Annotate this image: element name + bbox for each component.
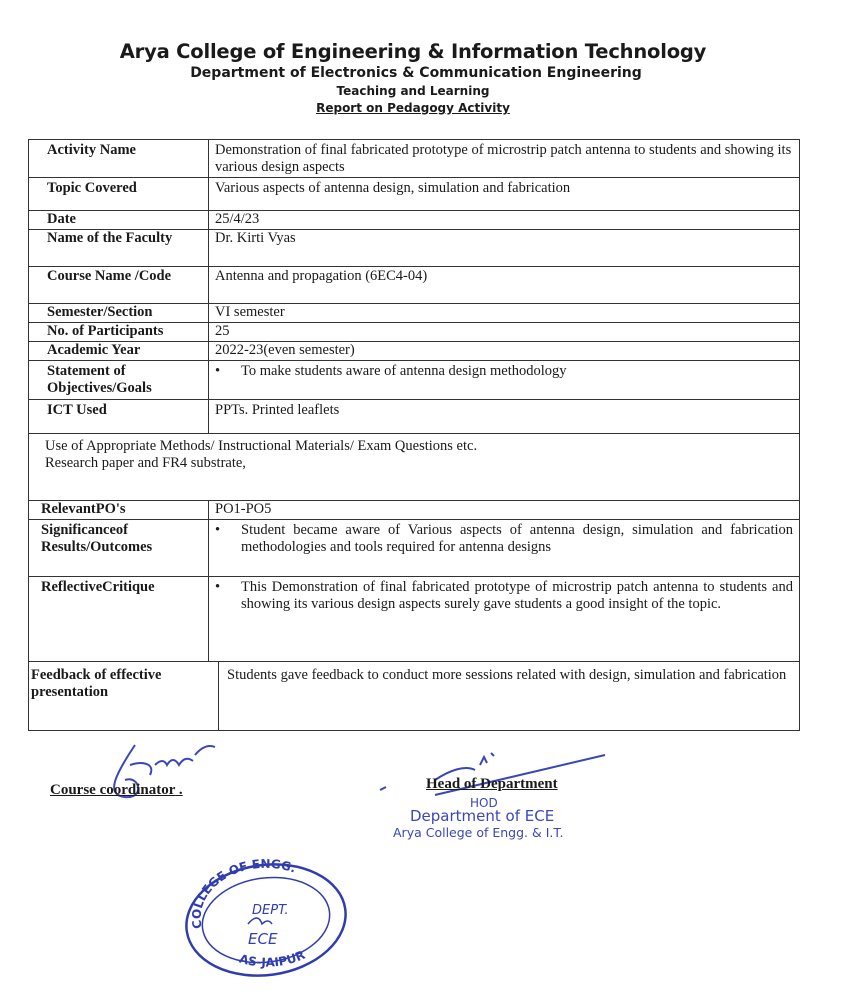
row-ict-used [29,400,799,434]
label-ict-used: ICT Used [29,400,209,433]
seal-top-text: COLLEGE OF ENGG. [189,858,298,930]
document-header [0,40,846,117]
department-name: Department of Electronics & Communication Engineering [190,65,642,81]
value-feedback: Students gave feedback to conduct more sessions related with design, simulation and fabrication [227,667,787,683]
value-date: 25/4/23 [215,211,260,227]
value-critique [209,577,799,661]
row-semester [29,304,799,323]
critique-text: This Demonstration of final fabricated prototype of microstrip patch antenna to students and showing its various design aspects surely gave students a good insight of the topic. [241,579,793,612]
seal-center-line2: ECE [248,930,278,948]
hod-stamp-line1: HOD [470,796,498,810]
row-critique [29,577,799,662]
row-objectives [29,361,799,400]
value-significance [209,520,799,576]
row-faculty [29,230,799,267]
svg-text:COLLEGE OF ENGG. [189,858,297,930]
svg-text:AS-JAIPUR [238,948,307,970]
row-significance [29,520,799,577]
bullet-icon: • [215,579,221,595]
bullet-icon: • [215,522,221,538]
row-topic-covered [29,178,799,211]
row-date [29,211,799,230]
label-academic-year: Academic Year [29,342,209,360]
department-seal-icon [180,858,350,978]
bullet-icon: • [215,363,221,379]
value-participants: 25 [215,323,230,339]
activity-report-table [28,139,800,731]
label-feedback: Feedback of effective presentation [29,662,219,730]
label-faculty: Name of the Faculty [29,230,209,266]
label-relevant-pos: RelevantPO's [29,501,209,519]
value-relevant-pos: PO1-PO5 [215,501,272,517]
seal-bottom-text: AS-JAIPUR [237,947,308,970]
hod-stamp-line2: Department of ECE [410,807,555,825]
course-coordinator-suffix: . [175,782,183,798]
hod-stamp-line3: Arya College of Engg. & I.T. [393,825,564,840]
course-coordinator-label [50,782,183,799]
label-semester: Semester/Section [29,304,209,322]
label-date: Date [29,211,209,229]
row-course [29,267,799,304]
row-methods [29,434,799,501]
value-course: Antenna and propagation (6EC4-04) [215,268,428,284]
row-feedback [29,662,799,730]
row-activity-name [29,140,799,178]
label-methods: Use of Appropriate Methods/ Instructional Materials/ Exam Questions etc. [45,438,478,454]
label-critique: ReflectiveCritique [29,577,209,661]
report-title: Report on Pedagogy Activity [316,101,510,115]
value-objectives [209,361,799,399]
value-ict-used: PPTs. Printed leaflets [215,402,340,418]
label-participants: No. of Participants [29,323,209,341]
value-academic-year: 2022-23(even semester) [215,342,355,358]
seal-center-line1: DEPT. [252,903,289,918]
value-topic-covered: Various aspects of antenna design, simulation and fabrication [215,180,571,196]
section-name: Teaching and Learning [336,84,490,98]
label-topic-covered: Topic Covered [29,178,209,210]
label-significance: Significanceof Results/Outcomes [29,520,209,576]
label-activity-name: Activity Name [29,140,209,177]
label-course: Course Name /Code [29,267,209,303]
label-objectives: Statement of Objectives/Goals [29,361,209,399]
value-faculty: Dr. Kirti Vyas [215,230,296,246]
course-coordinator-text: Course coordinator [50,782,176,798]
row-participants [29,323,799,342]
value-activity-name: Demonstration of final fabricated prototype of microstrip patch antenna to students and showing its various design aspects [215,142,792,175]
row-academic-year [29,342,799,361]
objectives-text: To make students aware of antenna design methodology [241,363,567,379]
value-semester: VI semester [215,304,285,320]
methods-cell [29,434,799,500]
head-of-department-label: Head of Department [426,776,558,792]
row-relevant-pos [29,501,799,520]
value-methods: Research paper and FR4 substrate, [45,455,246,471]
significance-text: Student became aware of Various aspects of antenna design, simulation and fabrication methodologies and tools required for antenna designs [241,522,793,555]
college-name: Arya College of Engineering & Information Technology [119,40,707,63]
